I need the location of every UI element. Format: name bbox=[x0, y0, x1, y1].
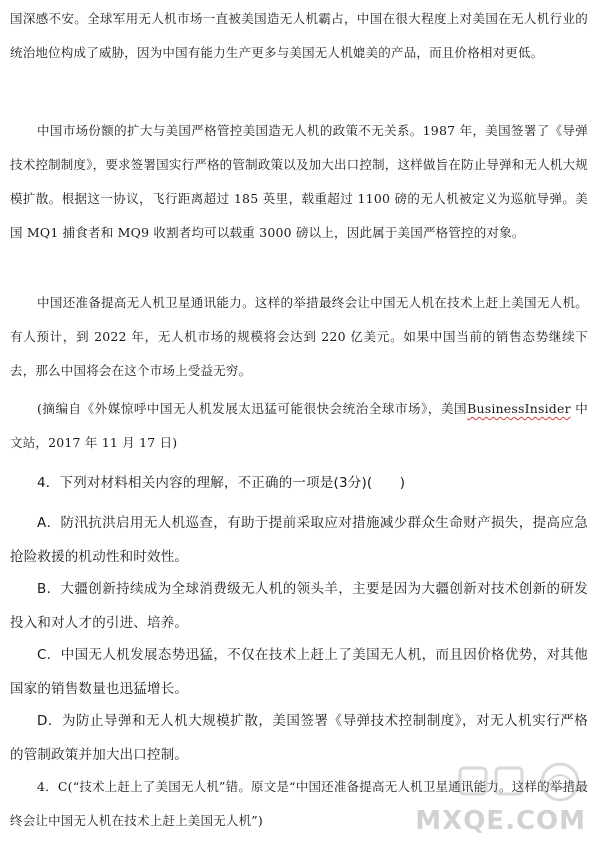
option-a: A．防汛抗洪启用无人机巡查，有助于提前采取应对措施减少群众生命财产损失，提高应急抢险救援的机动性和时效性。 bbox=[10, 515, 588, 565]
source-prefix: (摘编自《外媒惊呼中国无人机发展太迅猛可能很快会统治全球市场》，美国 bbox=[37, 401, 468, 416]
option-d: D．为防止导弹和无人机大规模扩散，美国签署《导弹技术控制制度》，对无人机实行严格的管制政策并加大出口控制。 bbox=[10, 713, 588, 763]
source-citation bbox=[10, 392, 588, 460]
answer-explanation: 4．C(“技术上赶上了美国无人机”错。原文是“中国还准备提高无人机卫星通讯能力。这样的举措最终会让中国无人机在技术上赶上美国无人机”) bbox=[10, 779, 588, 828]
paragraph-3: 中国还准备提高无人机卫星通讯能力。这样的举措最终会让中国无人机在技术上赶上美国无人机。有人预计，到 2022 年，无人机市场的规模将会达到 220 亿美元。如果中国当前的销售态势继续下去，那么中国将会在这个市场上受益无穷。 bbox=[10, 295, 588, 378]
watermark-text: MXQE.COM bbox=[415, 806, 586, 836]
option-c: C．中国无人机发展态势迅猛，不仅在技术上赶上了美国无人机，而且因价格优势，对其他国家的销售数量也迅猛增长。 bbox=[10, 647, 588, 697]
option-b: B．大疆创新持续成为全球消费级无人机的领头羊，主要是因为大疆创新对技术创新的研发投入和对人才的引进、培养。 bbox=[10, 581, 588, 631]
paragraph-1: 国深感不安。全球军用无人机市场一直被美国造无人机霸占，中国在很大程度上对美国在无人机行业的统治地位构成了威胁，因为中国有能力生产更多与美国无人机媲美的产品，而且价格相对更低。 bbox=[10, 11, 588, 60]
paragraph-2: 中国市场份额的扩大与美国严格管控美国造无人机的政策不无关系。1987 年，美国签署了《导弹技术控制制度》，要求签署国实行严格的管制政策以及加大出口控制，这样做旨在防止导弹和无人机大规模扩散。根据这一协议，飞行距离超过 185 英里，载重超过 1100 磅的无人机被定义为巡航导弹。美国 MQ1 捕食者和 MQ9 收割者均可以载重 3000 磅以上，因此属于美国严格管控的对象。 bbox=[10, 123, 588, 240]
source-name: BusinessInsider bbox=[467, 401, 571, 416]
question-stem: 4．下列对材料相关内容的理解，不正确的一项是(3分)( ) bbox=[37, 475, 406, 491]
source-suffix: 中文站，2017 年 11 月 17 日) bbox=[10, 401, 588, 450]
